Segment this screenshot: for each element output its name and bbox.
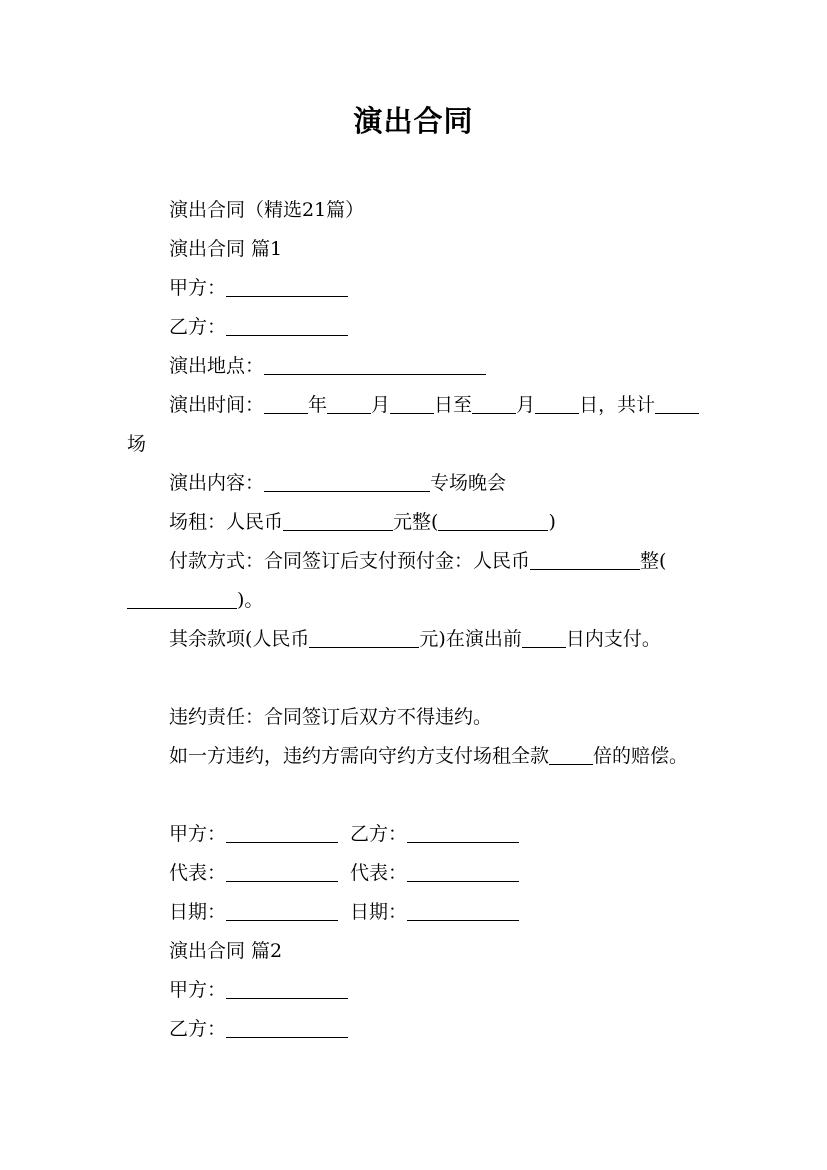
- content-label: 演出内容：: [169, 472, 265, 494]
- balance-label: 其余款项(人民币: [169, 628, 310, 650]
- date-row: [127, 893, 705, 932]
- year-blank[interactable]: [264, 412, 308, 414]
- sign-a-label: 甲方：: [169, 823, 227, 845]
- representative-row: [127, 854, 705, 893]
- balance-days-blank[interactable]: [522, 646, 566, 648]
- breach-1-text: 违约责任：合同签订后双方不得违约。: [169, 706, 493, 728]
- sign-a-blank[interactable]: [226, 841, 338, 843]
- date-a-blank[interactable]: [226, 919, 338, 921]
- party-a-blank[interactable]: [226, 295, 348, 297]
- party-a-label: 甲方：: [169, 277, 227, 299]
- sign-b-label: 乙方：: [350, 823, 408, 845]
- document-title: 演出合同: [353, 104, 474, 138]
- content-blank[interactable]: [264, 490, 430, 492]
- breach-line-1: [127, 698, 705, 737]
- month-2-label: 月: [516, 394, 536, 416]
- venue-line: [127, 347, 705, 386]
- party-b2-blank[interactable]: [226, 1036, 348, 1038]
- party-b-blank[interactable]: [226, 334, 348, 336]
- party-a-line-2: [127, 971, 705, 1010]
- party-b-label: 乙方：: [169, 316, 227, 338]
- payment-line2-end: )。: [237, 589, 264, 611]
- balance-mid-label: 元)在演出前: [419, 628, 522, 650]
- breach-2-suffix: 倍: [593, 745, 613, 767]
- month-2-blank[interactable]: [472, 412, 516, 414]
- shows-label: 场: [127, 433, 147, 455]
- party-b-line: [127, 308, 705, 347]
- payment-line2-label: 整(: [640, 550, 667, 572]
- content-line: [127, 464, 705, 503]
- total-label: 共计: [617, 394, 656, 416]
- sign-b-blank[interactable]: [407, 841, 519, 843]
- venue-label: 演出地点：: [169, 355, 265, 377]
- breach-2-label: 如一方违约，违约方需向守约方支付场租全款: [169, 745, 550, 767]
- month-blank[interactable]: [327, 412, 371, 414]
- deposit-amount-blank[interactable]: [530, 568, 640, 570]
- day-blank[interactable]: [390, 412, 434, 414]
- venue-blank[interactable]: [264, 373, 486, 375]
- breach-2-line2: 的赔偿。: [612, 745, 689, 767]
- balance-line2-label: 付。: [622, 628, 661, 650]
- party-a-line: [127, 269, 705, 308]
- day-2-label: 日，: [579, 394, 618, 416]
- payment-paragraph: [127, 542, 705, 620]
- section-2-text: 演出合同 篇2: [169, 940, 283, 962]
- rep-a-blank[interactable]: [226, 880, 338, 882]
- rent-end-label: ): [548, 511, 556, 533]
- party-b2-label: 乙方：: [169, 1018, 227, 1040]
- intro-text: 演出合同（精选21篇）: [169, 199, 365, 221]
- party-a2-label: 甲方：: [169, 979, 227, 1001]
- payment-label: 付款方式：合同签订后支付预付金：人民币: [169, 550, 531, 572]
- rep-a-label: 代表：: [169, 862, 227, 884]
- day-2-blank[interactable]: [535, 412, 579, 414]
- shows-blank[interactable]: [655, 412, 699, 414]
- party-b-line-2: [127, 1010, 705, 1049]
- signature-row: [127, 815, 705, 854]
- section-heading-2: [127, 932, 705, 971]
- breach-multiple-blank[interactable]: [549, 763, 593, 765]
- rep-b-label: 代表：: [350, 862, 408, 884]
- breach-paragraph-2: [127, 737, 705, 815]
- rent-label: 场租：人民币: [169, 511, 284, 533]
- date-b-label: 日期：: [350, 901, 408, 923]
- balance-paragraph: [127, 620, 705, 698]
- rent-line: [127, 503, 705, 542]
- document-body: [127, 191, 705, 1049]
- rent-capital-blank[interactable]: [438, 529, 548, 531]
- balance-amount-blank[interactable]: [309, 646, 419, 648]
- intro-line: [127, 191, 705, 230]
- time-label: 演出时间：: [169, 394, 265, 416]
- deposit-capital-blank[interactable]: [127, 607, 237, 609]
- section-heading-1: [127, 230, 705, 269]
- rep-b-blank[interactable]: [407, 880, 519, 882]
- rent-amount-blank[interactable]: [283, 529, 393, 531]
- date-b-blank[interactable]: [407, 919, 519, 921]
- year-label: 年: [308, 394, 328, 416]
- content-suffix: 专场晚会: [430, 472, 507, 494]
- party-a2-blank[interactable]: [226, 997, 348, 999]
- rent-mid-label: 元整(: [393, 511, 439, 533]
- day-to-label: 日至: [434, 394, 473, 416]
- date-a-label: 日期：: [169, 901, 227, 923]
- section-1-text: 演出合同 篇1: [169, 238, 283, 260]
- performance-time-paragraph: [127, 386, 705, 464]
- month-label: 月: [371, 394, 391, 416]
- balance-suffix-label: 日内支: [565, 628, 623, 650]
